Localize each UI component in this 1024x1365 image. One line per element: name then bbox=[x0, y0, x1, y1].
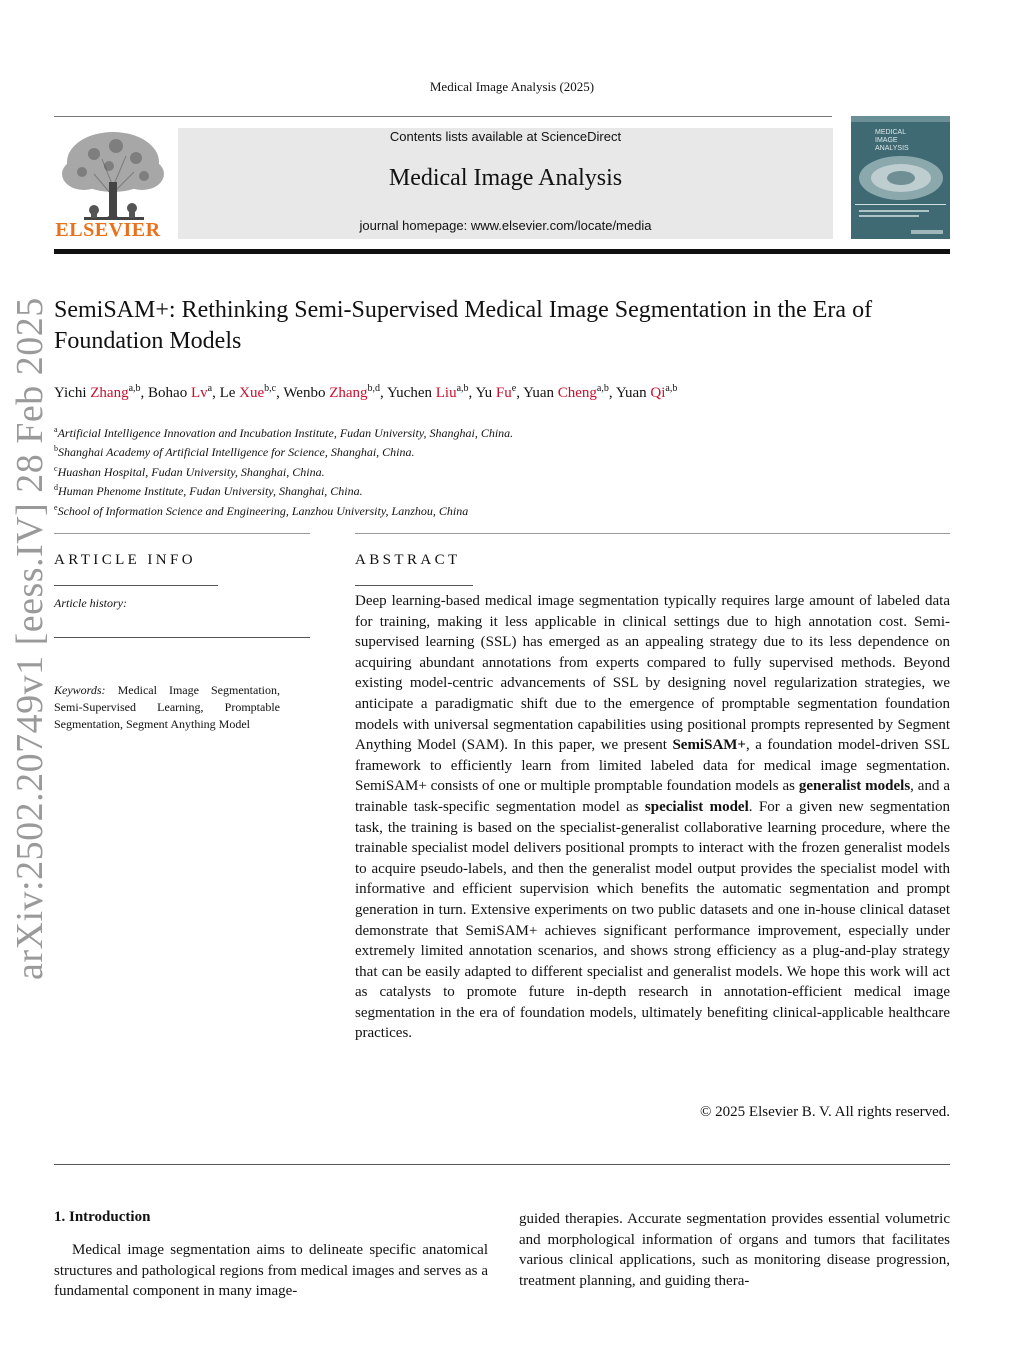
affiliation: $^c$Huashan Hospital, Fudan University, Shanghai, China. bbox=[54, 463, 325, 479]
affiliation: $^e$School of Information Science and Engineering, Lanzhou University, Lanzhou, China bbox=[54, 502, 469, 518]
author: Bohao Lv$^a$, bbox=[148, 383, 220, 401]
article-info-top-rule bbox=[54, 533, 310, 534]
header-thick-rule bbox=[54, 249, 950, 254]
journal-name: Medical Image Analysis bbox=[388, 165, 623, 191]
article-history-rule bbox=[54, 637, 310, 638]
cover-title-line-3: ANALYSIS bbox=[875, 145, 909, 152]
author: Yuchen Liu$^{a,b}$, bbox=[387, 383, 476, 401]
running-title: Medical Image Analysis (2025) bbox=[429, 79, 595, 94]
copyright-notice: © 2025 Elsevier B. V. All rights reserved. bbox=[700, 1104, 950, 1120]
author: Yuan Cheng$^{a,b}$, bbox=[523, 383, 616, 401]
elsevier-wordmark: ELSEVIER bbox=[55, 219, 161, 241]
keywords-block bbox=[54, 682, 280, 733]
author: Wenbo Zhang$^{b,d}$, bbox=[283, 383, 387, 401]
abstract-heading-rule bbox=[355, 585, 473, 586]
article-info-heading-rule bbox=[54, 585, 218, 586]
cover-title-line-1: MEDICAL bbox=[875, 129, 907, 136]
journal-cover bbox=[851, 116, 950, 239]
front-matter-bottom-rule bbox=[54, 1164, 950, 1165]
article-info-heading: ARTICLE INFO bbox=[54, 552, 196, 568]
arxiv-identifier: arXiv:2502.20749v1 [eess.IV] 28 Feb 2025 bbox=[9, 297, 51, 980]
section-heading-introduction: 1. Introduction bbox=[54, 1209, 151, 1225]
author: Yuan Qi$^{a,b}$ bbox=[615, 383, 678, 401]
keywords-text: Medical Image Segmentation, Semi-Supervised Learning, Promptable Segmentation, Segment Anything Model bbox=[54, 683, 280, 731]
introduction-text-column-1: Medical image segmentation aims to delineate specific anatomical structures and pathological regions from medical images and serves as a fundamental component in many image- bbox=[54, 1242, 488, 1299]
abstract-heading: ABSTRACT bbox=[355, 552, 461, 568]
author: Le Xue$^{b,c}$, bbox=[219, 383, 284, 401]
article-history-label: Article history: bbox=[54, 596, 127, 610]
author: Yu Fu$^e$, bbox=[475, 383, 524, 401]
keywords-label: Keywords: bbox=[54, 683, 106, 697]
cover-title-line-2: IMAGE bbox=[875, 137, 898, 144]
header-rule bbox=[54, 116, 832, 117]
introduction-text-column-2: guided therapies. Accurate segmentation provides essential volumetric and morphological information of organs and tumors that facilitates various clinical applications, such as monitoring disease progression, treatment planning, and guiding thera- bbox=[519, 1211, 950, 1289]
affiliation: $^b$Shanghai Academy of Artificial Intelligence for Science, Shanghai, China. bbox=[54, 444, 415, 460]
author-list bbox=[54, 383, 954, 402]
author: Yichi Zhang$^{a,b}$, bbox=[54, 383, 149, 401]
affiliation: $^d$Human Phenome Institute, Fudan University, Shanghai, China. bbox=[54, 483, 363, 499]
contents-line: Contents lists available at ScienceDirect bbox=[389, 129, 622, 144]
affiliation-list bbox=[54, 422, 674, 519]
abstract-body: Deep learning-based medical image segmentation typically requires large amount of labeled data for training, making it less applicable in clinical settings due to high annotation cost. Semi-supervised learning (SSL) has emerged as an appealing strategy due to its less dependence on acquiring abundant annotations from experts compared to fully supervised methods. Beyond existing model-centric advancements of SSL by designing novel regularization strategies, we anticipate a paradigmatic shift due to the emergence of promptable segmentation foundation models with universal segmentation capabilities using positional prompts represented by Segment Anything Model (SAM). In this paper, we present SemiSAM+, a foundation model-driven SSL framework to efficiently learn from limited labeled data for medical image segmentation. SemiSAM+ consists of one or multiple promptable foundation models as generalist models, and a trainable task-specific segmentation model as specialist model. For a given new segmentation task, the training is based on the specialist-generalist collaborative learning procedure, where the trainable specialist model delivers positional prompts to interact with the frozen generalist models to acquire pseudo-labels, and then the generalist model output provides the specialist model with informative and efficient supervision which benefits the automatic segmentation and prompt generation in turn. Extensive experiments on two public datasets and one in-house clinical dataset demonstrate that SemiSAM+ achieves significant performance improvement, especially under extremely limited annotation scenarios, and shows strong efficiency as a plug-and-play strategy that can be easily adapted to different specialist and generalist models. We hope this work will act as catalysts to promote future in-depth research in annotation-efficient medical image segmentation in the era of foundation models, ultimately benefiting clinical-applicable healthcare practices. bbox=[355, 593, 950, 1042]
affiliation: $^a$Artificial Intelligence Innovation and Incubation Institute, Fudan University, Shanghai, China. bbox=[54, 425, 514, 440]
journal-homepage: journal homepage: www.elsevier.com/locate/media bbox=[359, 218, 652, 233]
journal-cover-image-icon bbox=[851, 116, 950, 239]
abstract-top-rule bbox=[355, 533, 950, 534]
paper-title: SemiSAM+: Rethinking Semi-Supervised Medical Image Segmentation in the Era of Foundation Models bbox=[54, 297, 873, 354]
